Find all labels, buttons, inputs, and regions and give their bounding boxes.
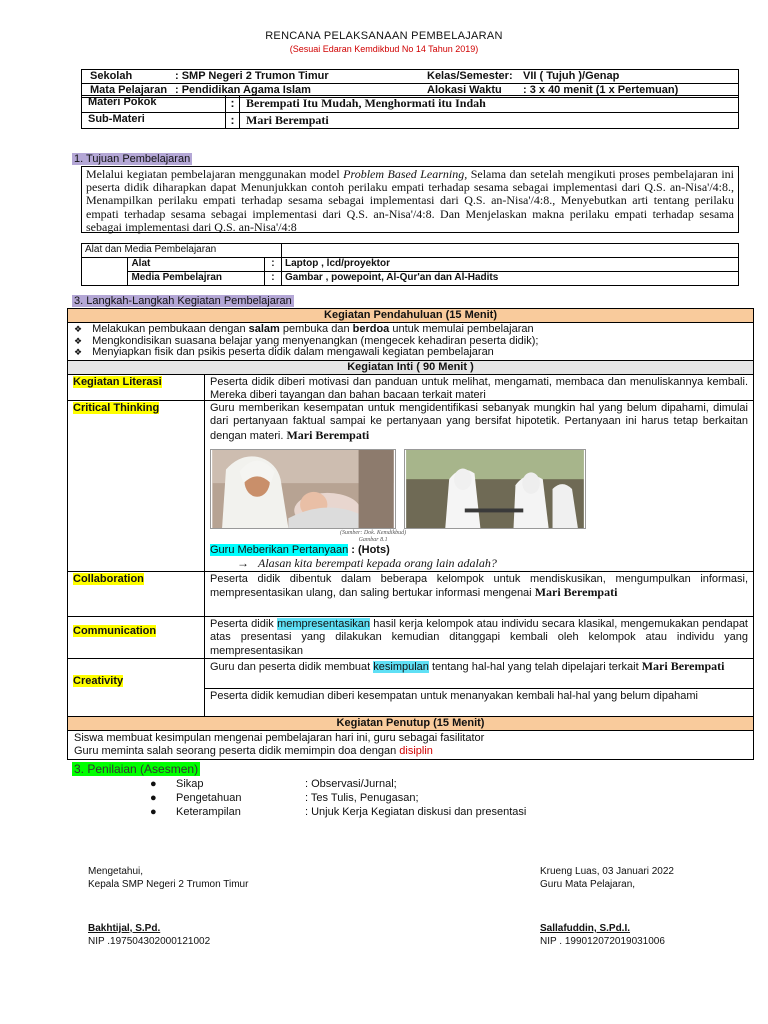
bullet-icon: ● bbox=[150, 778, 157, 790]
signature-left-name: Bakhtijal, S.Pd. NIP .197504302000121002 bbox=[88, 923, 211, 947]
penilaian-heading: 3. Penilaian (Asesmen) bbox=[74, 762, 199, 776]
tujuan-box bbox=[81, 166, 739, 233]
creativity-label: Creativity bbox=[68, 659, 205, 716]
sekolah-label: Sekolah bbox=[90, 70, 133, 82]
communication-label: Communication bbox=[68, 617, 205, 658]
tujuan-heading-wrap bbox=[72, 153, 192, 165]
literasi-text: Peserta didik diberi motivasi dan panduan untuk melihat, mengamati, membaca dan menuliskannya kembali. Mereka diberi tayangan dan bahan bacaan terkait materi bbox=[210, 375, 748, 401]
alat-colon: : bbox=[264, 258, 281, 272]
pendahuluan-list bbox=[68, 323, 753, 361]
literasi-row bbox=[68, 375, 753, 401]
alokasi-label: Alokasi Waktu bbox=[427, 84, 502, 96]
signature-right-name: Sallafuddin, S.Pd.I. NIP . 199012072019031006 bbox=[540, 923, 665, 947]
critical-label: Critical Thinking bbox=[68, 401, 205, 571]
arrow-icon: → bbox=[237, 555, 249, 570]
critical-row bbox=[68, 401, 753, 572]
bullet-icon: ❖ bbox=[74, 335, 83, 346]
critical-cell bbox=[205, 401, 753, 571]
alat-media-heading-blank bbox=[282, 244, 739, 258]
creativity-text-2: Peserta didik kemudian diberi kesempatan untuk menanyakan kembali hal-hal yang belum dipahami bbox=[210, 689, 698, 702]
photo-students bbox=[404, 449, 586, 529]
pendahuluan-title: Kegiatan Pendahuluan (15 Menit) bbox=[68, 309, 753, 323]
pendahuluan-item: ❖ Melakukan pembukaan dengan salam pembuka dan berdoa untuk memulai pembelajaran bbox=[74, 323, 534, 335]
alat-media-heading: Alat dan Media Pembelajaran bbox=[82, 244, 282, 258]
collaboration-label: Collaboration bbox=[68, 572, 205, 616]
bullet-icon: ● bbox=[150, 806, 157, 818]
penutup-item-2: Guru meminta salah seorang peserta didik memimpin doa dengan disiplin bbox=[74, 744, 433, 757]
materi-label: Materi Pokok bbox=[82, 96, 226, 112]
penilaian-list bbox=[150, 777, 526, 819]
media-value: Gambar , powepoint, Al-Qur'an dan Al-Hadits bbox=[282, 272, 739, 286]
submateri-value: Mari Berempati bbox=[246, 113, 329, 127]
mapel-label: Mata Pelajaran bbox=[90, 84, 168, 96]
signature-left-top: Mengetahui, Kepala SMP Negeri 2 Trumon Timur bbox=[88, 866, 249, 890]
mapel-value: : Pendidikan Agama Islam bbox=[175, 84, 311, 96]
creativity-row bbox=[68, 659, 753, 717]
identity-top bbox=[82, 70, 738, 96]
kelas-label: Kelas/Semester: bbox=[427, 70, 513, 82]
media-colon: : bbox=[264, 272, 281, 286]
communication-row bbox=[68, 617, 753, 659]
penutup-list bbox=[68, 731, 753, 759]
materi-colon: : bbox=[226, 96, 240, 112]
langkah-heading-wrap bbox=[72, 295, 294, 307]
activities-table bbox=[67, 308, 754, 760]
pendahuluan-item: ❖ Menyiapkan fisik dan psikis peserta didik dalam mengawali kegiatan pembelajaran bbox=[74, 346, 494, 358]
creativity-cell bbox=[205, 659, 753, 716]
penilaian-item: ● Keterampilan : Unjuk Kerja Kegiatan diskusi dan presentasi bbox=[150, 806, 527, 818]
tujuan-text-after: Selama dan setelah mengikuti proses pembelajaran ini peserta didik diharapkan dapat Menunjukkan contoh perilaku empati terhadap sesama sebagai implementasi dari Q.S. an-Nisa'/4:8., Menampilkan perilaku empati terhadap sesama sebagai implementasi dari Q.S. an-Nisa'/4:8., Menyebutkan arti tentang perilaku empati terhadap sesama sebagai implementasi dari Q.S. an-Nisa'/4:8. Dan Menjelaskan makna perilaku empati terhadap sesama sebagai implementasi dari Q.S. an-Nisa'/4:8 bbox=[86, 167, 734, 234]
photo-woman-baby bbox=[210, 449, 396, 529]
materi-row bbox=[82, 96, 738, 113]
bullet-icon: ❖ bbox=[74, 347, 83, 357]
tujuan-text-before: Melalui kegiatan pembelajaran menggunakan model bbox=[86, 167, 344, 181]
media-label: Media Pembelajran bbox=[128, 272, 264, 286]
creativity-text-1: Guru dan peserta didik membuat kesimpulan tentang hal-hal yang telah dipelajari terkait Mari Berempati bbox=[205, 659, 753, 689]
bullet-icon: ● bbox=[150, 792, 157, 804]
photo-caption: (Sumber: Dok. Kemdikbud) Gambar 8.1 bbox=[340, 529, 407, 543]
media-indent bbox=[82, 272, 128, 286]
literasi-label: Kegiatan Literasi bbox=[68, 375, 205, 400]
document-title: RENCANA PELAKSANAAN PEMBELAJARAN bbox=[265, 30, 503, 42]
sekolah-value: : SMP Negeri 2 Trumon Timur bbox=[175, 70, 329, 82]
guru-pertanyaan: Guru Meberikan Pertanyaan : (Hots) bbox=[210, 543, 390, 556]
signature-right-top: Krueng Luas, 03 Januari 2022 Guru Mata Pelajaran, bbox=[540, 866, 674, 890]
bullet-icon: ❖ bbox=[74, 324, 83, 334]
alokasi-value: : 3 x 40 menit (1 x Pertemuan) bbox=[523, 84, 679, 96]
document-subtitle: (Sesuai Edaran Kemdikbud No 14 Tahun 2019) bbox=[289, 44, 479, 54]
penilaian-item: ● Sikap : Observasi/Jurnal; bbox=[150, 778, 397, 790]
kelas-value: VII ( Tujuh )/Genap bbox=[523, 70, 620, 82]
materi-value: Berempati Itu Mudah, Menghormati itu Indah bbox=[246, 96, 486, 110]
alat-media-table bbox=[81, 243, 739, 286]
alat-label: Alat bbox=[128, 258, 264, 272]
penutup-title: Kegiatan Penutup (15 Menit) bbox=[68, 717, 753, 731]
collaboration-row bbox=[68, 572, 753, 617]
submateri-row bbox=[82, 113, 738, 128]
alat-indent bbox=[82, 258, 128, 272]
communication-text: Peserta didik mempresentasikan hasil kerja kelompok atau individu secara klasikal, mengemukakan pendapat atas presentasi yang dilakukan kemudian ditanggapi kembali oleh kelompok atau individu yang mempresentasikan bbox=[210, 617, 748, 657]
tujuan-model: Problem Based Learning, bbox=[343, 167, 468, 181]
alasan-question: → Alasan kita berempati kepada orang lain adalah? bbox=[237, 555, 497, 570]
langkah-heading: 3. Langkah-Langkah Kegiatan Pembelajaran bbox=[74, 295, 292, 307]
pendahuluan-item: ❖ Mengkondisikan suasana belajar yang menyenangkan (mengecek kehadiran peserta didik); bbox=[74, 334, 539, 347]
submateri-label: Sub-Materi bbox=[82, 113, 226, 128]
penilaian-item: ● Pengetahuan : Tes Tulis, Penugasan; bbox=[150, 792, 419, 804]
critical-text: Guru memberikan kesempatan untuk mengidentifikasi sebanyak mungkin hal yang belum dipahami, dimulai dari pertanyaan faktual sampai ke pertanyaan yang bersifat hipotetik. Pertanyaan ini harus tetap berkaitan dengan materi. Mari Berempati bbox=[210, 401, 748, 442]
tujuan-heading: 1. Tujuan Pembelajaran bbox=[74, 153, 191, 165]
penutup-item-1: Siswa membuat kesimpulan mengenai pembelajaran hari ini, guru sebagai fasilitator bbox=[74, 731, 485, 744]
collaboration-text: Peserta didik dibentuk dalam beberapa kelompok untuk mendiskusikan, mengumpulkan informasi, mempresentasikan ulang, dan saling bertukar informasi mengenai Mari Berempati bbox=[210, 572, 748, 599]
submateri-colon: : bbox=[226, 113, 240, 128]
identity-box bbox=[81, 69, 739, 129]
inti-title: Kegiatan Inti ( 90 Menit ) bbox=[68, 361, 753, 375]
alat-value: Laptop , lcd/proyektor bbox=[282, 258, 739, 272]
